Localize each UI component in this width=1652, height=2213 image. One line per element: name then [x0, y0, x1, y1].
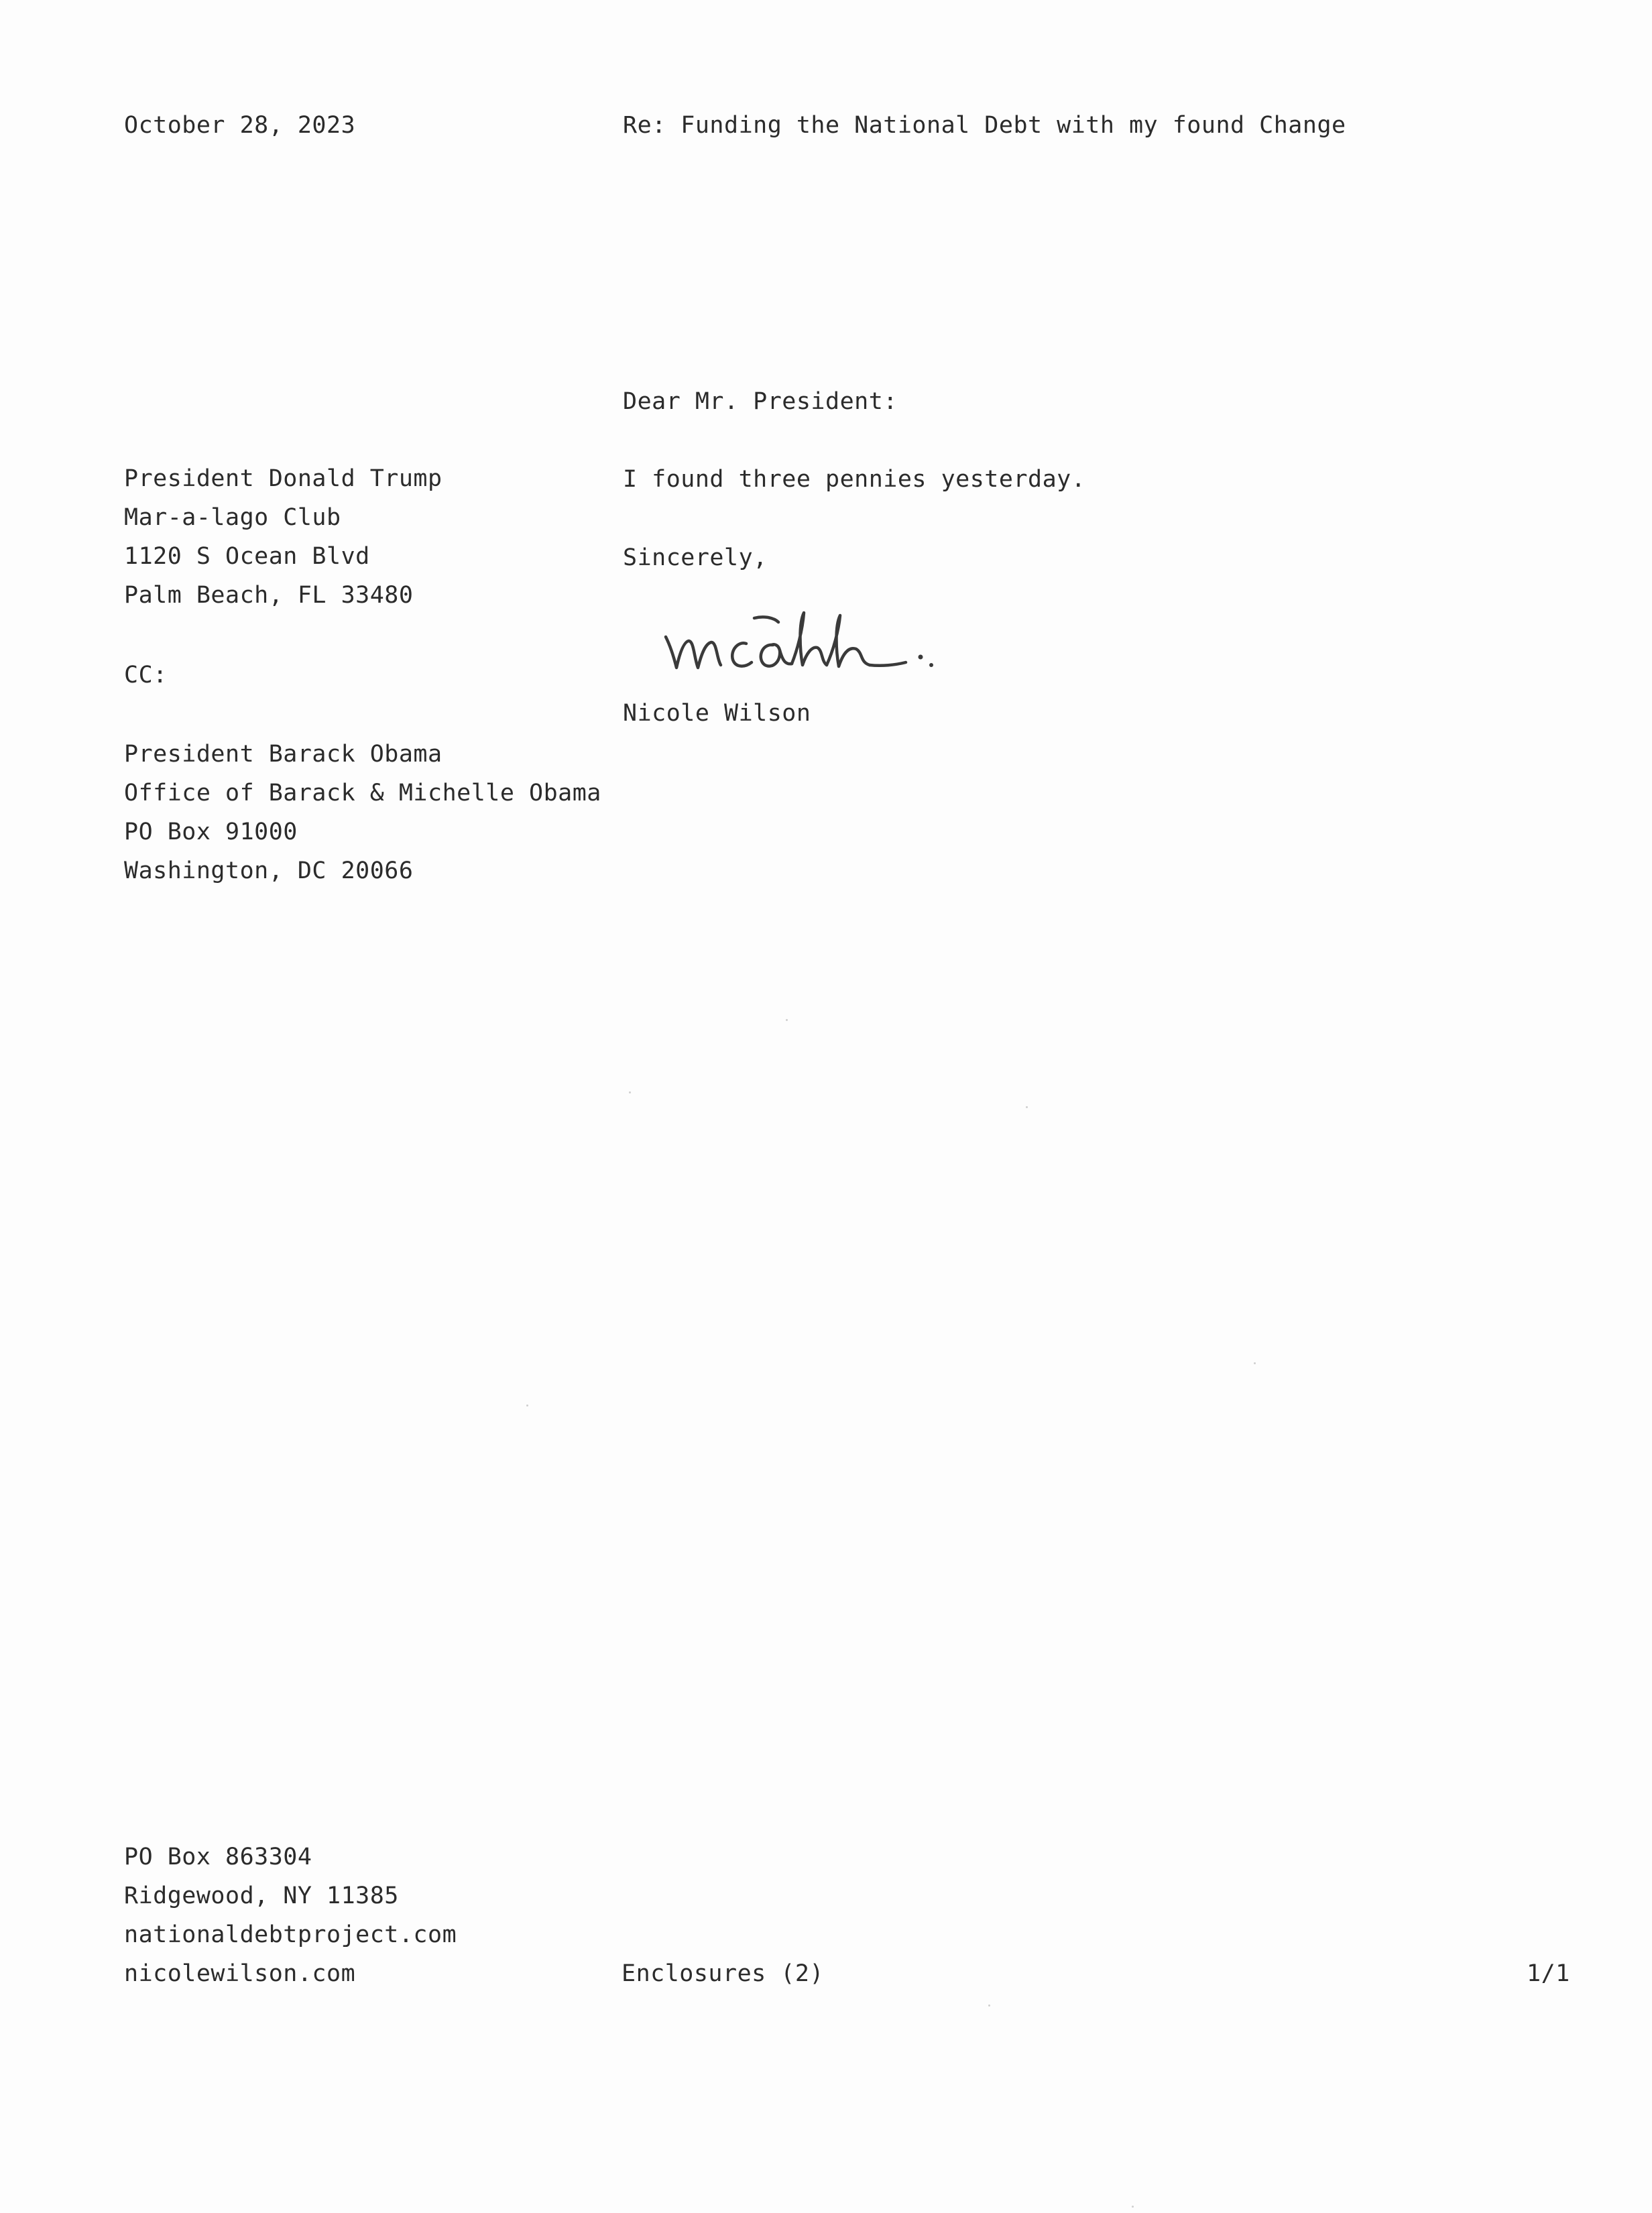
scan-speck — [1254, 1362, 1256, 1364]
scan-speck — [1026, 1106, 1028, 1108]
salutation: Dear Mr. President: — [623, 388, 898, 415]
cc-line: President Barack Obama — [124, 741, 442, 768]
scan-speck — [988, 2005, 990, 2007]
sender-line: PO Box 863304 — [124, 1844, 312, 1870]
scan-speck — [629, 1091, 631, 1093]
recipient-line: Palm Beach, FL 33480 — [124, 582, 414, 609]
sender-line: Ridgewood, NY 11385 — [124, 1882, 399, 1909]
letter-date: October 28, 2023 — [124, 112, 356, 139]
enclosures: Enclosures (2) — [622, 1960, 825, 1987]
handwritten-signature — [660, 603, 949, 677]
recipient-line: Mar-a-lago Club — [124, 504, 341, 531]
recipient-address — [124, 459, 442, 615]
cc-line: Washington, DC 20066 — [124, 857, 414, 884]
letter-body: I found three pennies yesterday. — [623, 466, 1086, 493]
scan-speck — [1132, 2206, 1134, 2208]
cc-line: Office of Barack & Michelle Obama — [124, 780, 601, 806]
recipient-line: 1120 S Ocean Blvd — [124, 543, 370, 570]
sender-line: nicolewilson.com — [124, 1960, 356, 1987]
scan-speck — [786, 1019, 788, 1021]
recipient-line: President Donald Trump — [124, 465, 442, 492]
signer-name: Nicole Wilson — [623, 700, 811, 727]
scan-speck — [526, 1404, 528, 1407]
sender-line: nationaldebtproject.com — [124, 1921, 457, 1948]
cc-label: CC: — [124, 662, 168, 689]
closing: Sincerely, — [623, 544, 768, 571]
cc-line: PO Box 91000 — [124, 819, 298, 845]
page-number: 1/1 — [1527, 1960, 1570, 1987]
cc-address — [124, 735, 601, 890]
letter-subject: Re: Funding the National Debt with my found Change — [623, 112, 1346, 139]
sender-address — [124, 1838, 457, 1993]
